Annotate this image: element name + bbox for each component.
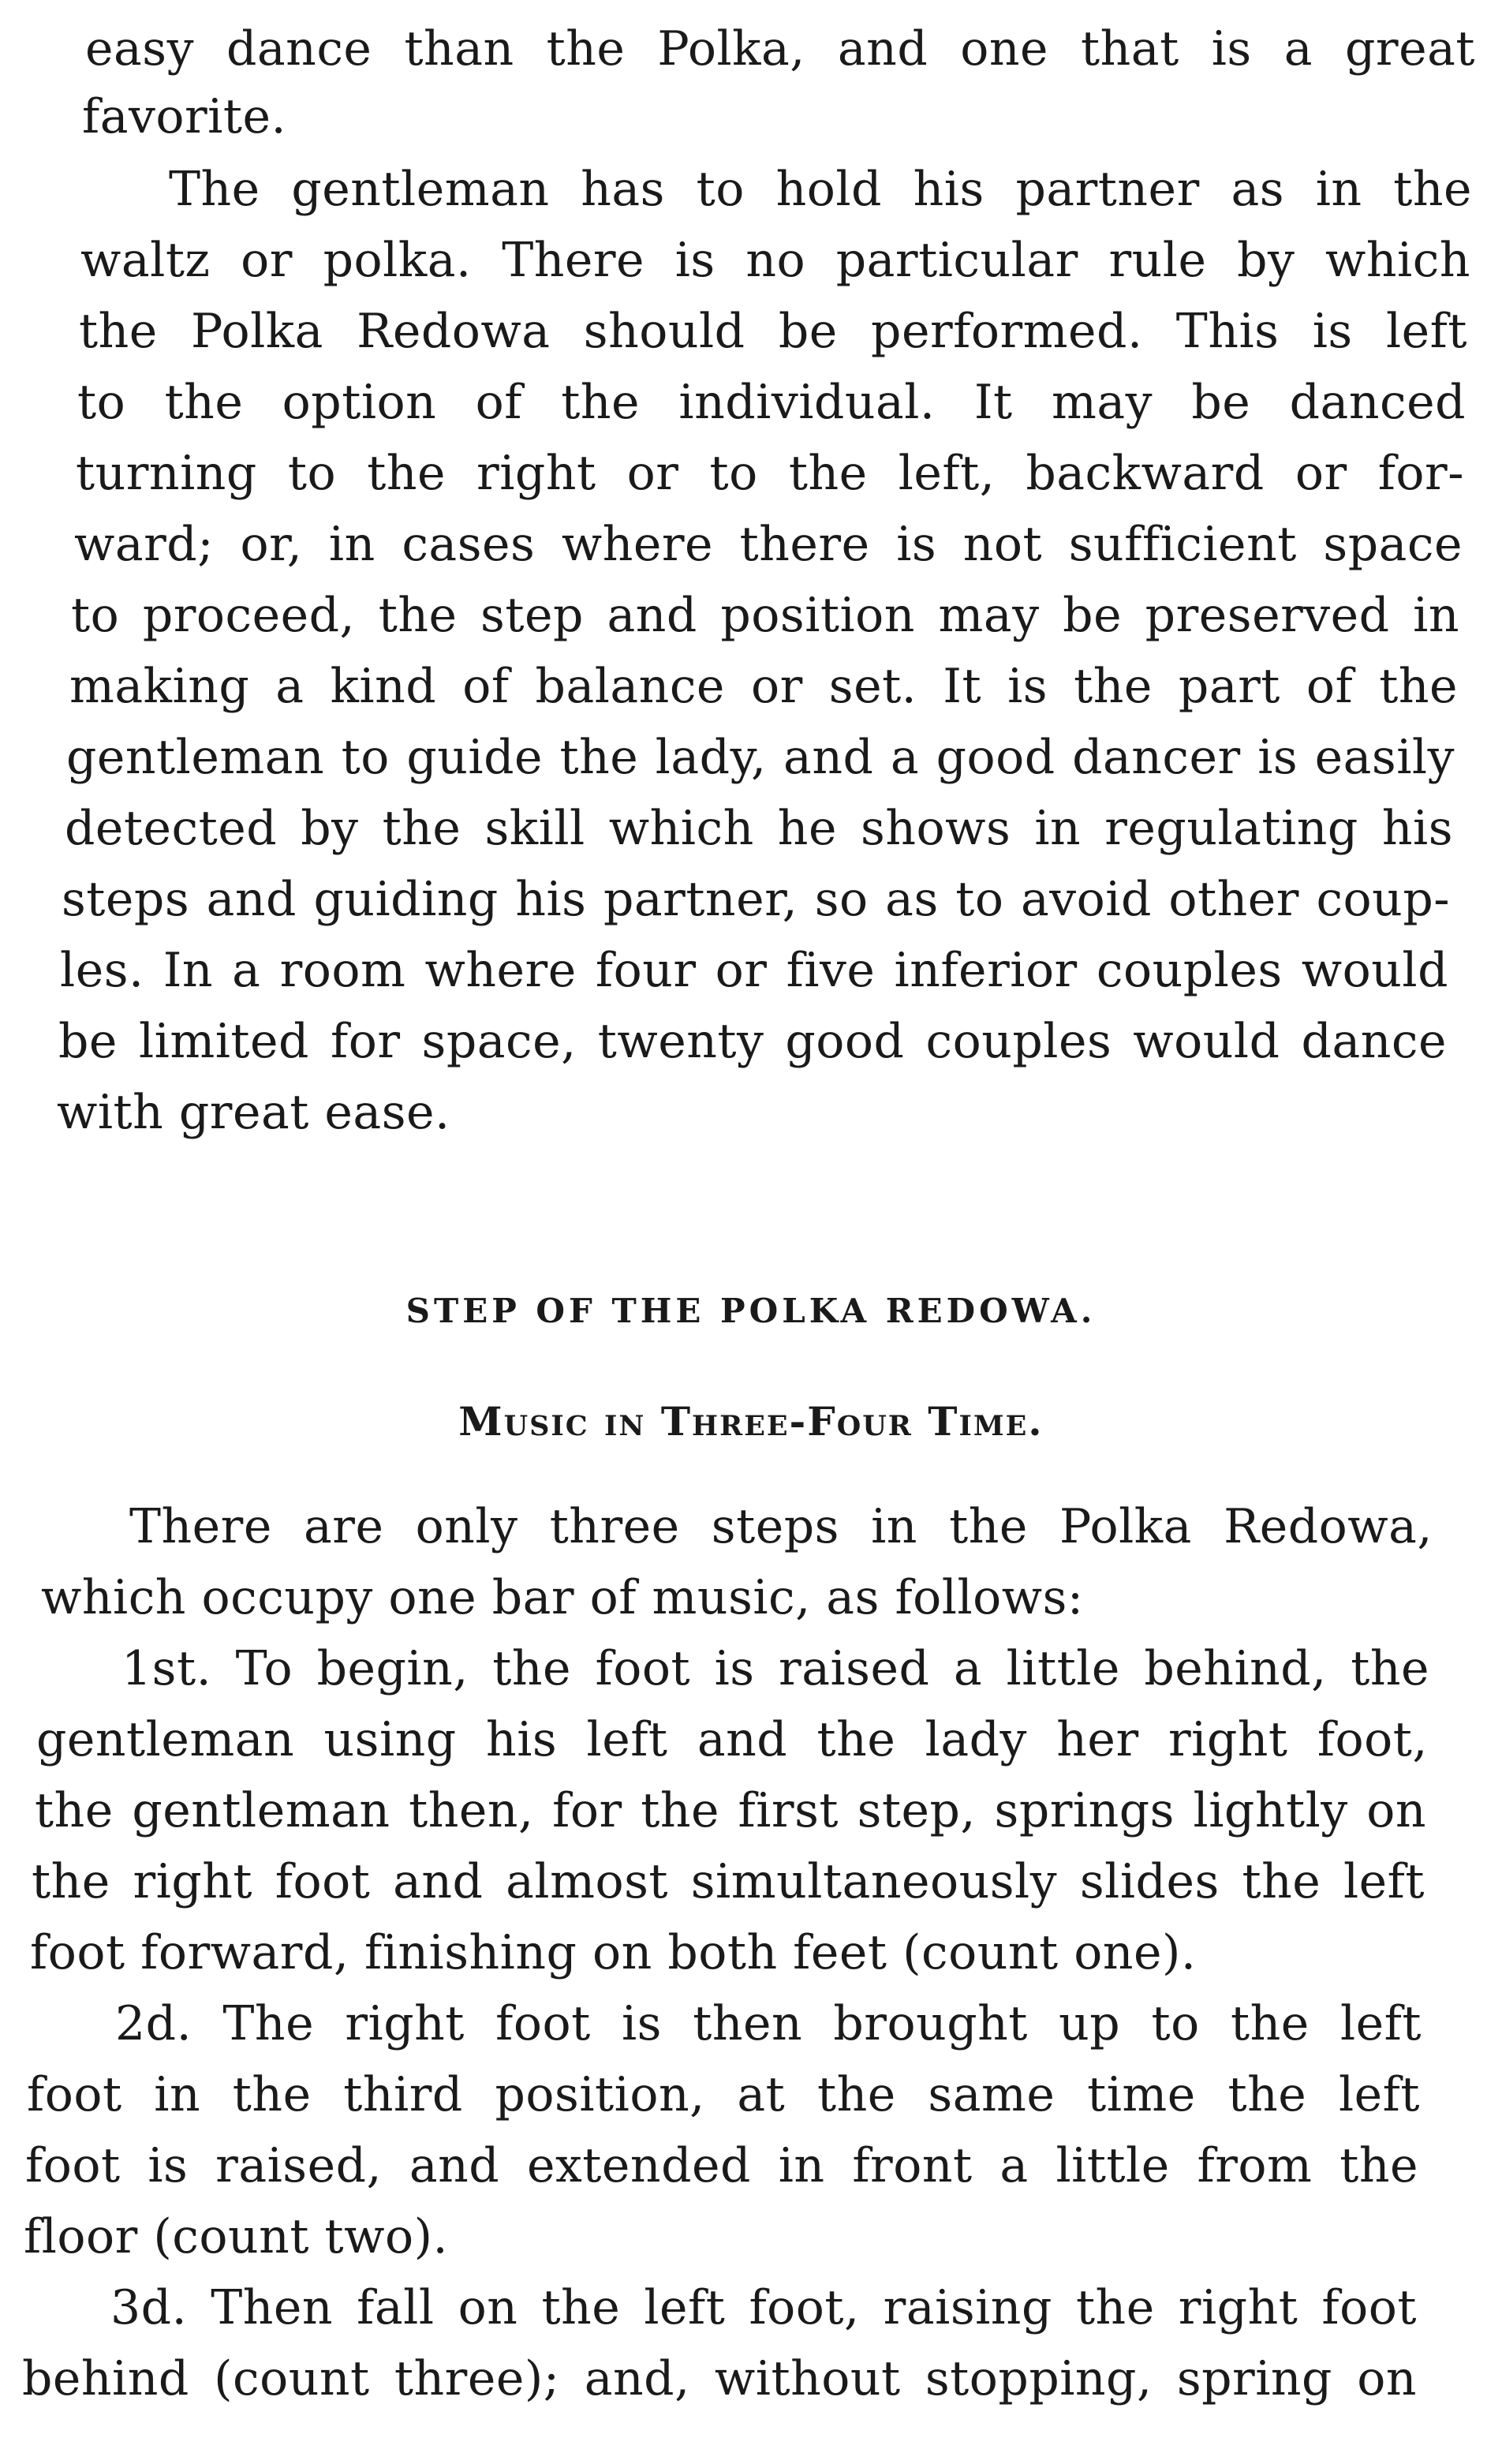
text-line: gentleman to guide the lady, and a good dancer is easily	[66, 730, 1455, 785]
text-line: the right foot and almost simultaneously slides the left	[32, 1854, 1425, 1909]
text-line: to proceed, the step and position may be preserved in	[71, 588, 1459, 643]
text-line: making a kind of balance or set. It is the part of the	[69, 659, 1458, 714]
text-line: 3d. Then fall on the left foot, raising the right foot	[110, 2280, 1417, 2335]
text-line: turning to the right or to the left, backward or for-	[76, 446, 1464, 501]
text-line: floor (count two).	[24, 2209, 449, 2264]
section-heading: STEP OF THE POLKA REDOWA.	[405, 1292, 1097, 1330]
text-line: behind (count three); and, without stopping, spring on	[22, 2351, 1417, 2406]
section-subheading: Music in Three-Four Time.	[458, 1398, 1044, 1445]
text-line: steps and guiding his partner, so as to avoid other coup-	[62, 872, 1450, 927]
text-line: easy dance than the Polka, and one that is a great	[85, 21, 1475, 77]
text-line: the gentleman then, for the first step, springs lightly on	[35, 1783, 1426, 1838]
text-line: There are only three steps in the Polka Redowa,	[129, 1499, 1433, 1554]
text-line: gentleman using his left and the lady her right foot,	[36, 1712, 1428, 1767]
text-line: waltz or polka. There is no particular rule by which	[80, 233, 1470, 288]
text-line: detected by the skill which he shows in regulating his	[65, 801, 1453, 856]
text-line: be limited for space, twenty good couples would dance	[58, 1014, 1447, 1069]
text-line: foot forward, finishing on both feet (count one).	[30, 1925, 1197, 1980]
text-line: 1st. To begin, the foot is raised a little behind, the	[121, 1641, 1429, 1696]
text-line: to the option of the individual. It may be danced	[77, 375, 1466, 430]
text-line: 2d. The right foot is then brought up to the left	[115, 1996, 1422, 2051]
text-line: the Polka Redowa should be performed. This is left	[79, 304, 1467, 359]
text-line: favorite.	[82, 89, 287, 144]
text-line: with great ease.	[57, 1085, 450, 1140]
text-line: foot is raised, and extended in front a little from the	[25, 2138, 1418, 2193]
text-line: foot in the third position, at the same time the left	[27, 2067, 1420, 2122]
text-line: which occupy one bar of music, as follows:	[41, 1570, 1084, 1625]
text-line: The gentleman has to hold his partner as in the	[169, 162, 1472, 217]
text-line: ward; or, in cases where there is not sufficient space	[74, 517, 1463, 572]
text-line: les. In a room where four or five inferior couples would	[60, 943, 1448, 998]
